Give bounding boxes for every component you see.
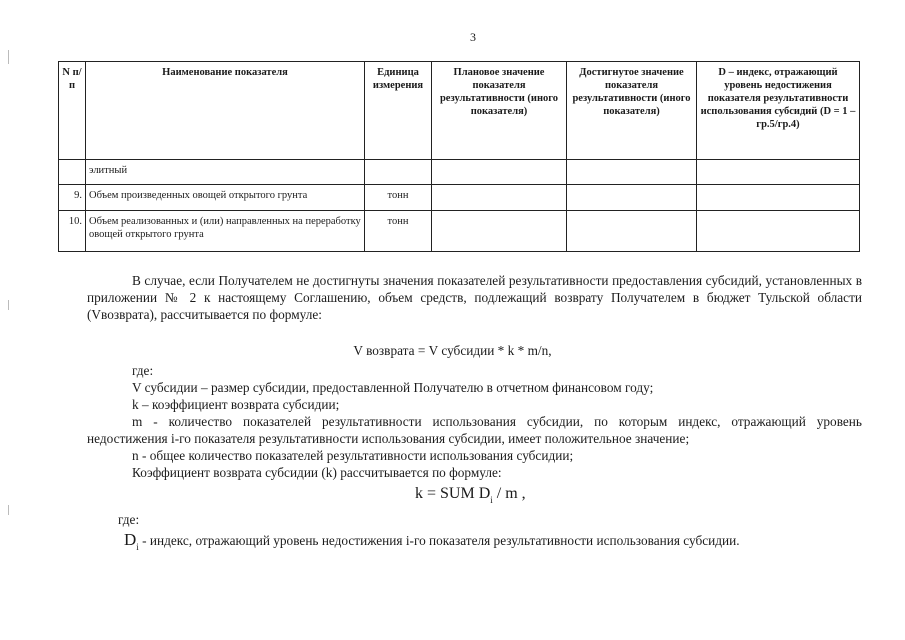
header-d-index: D – индекс, отражающий уровень недостижения показателя результативности использования субсидий (D = 1 – гр.5/гр.4) [697, 62, 860, 160]
scan-margin-mark [8, 505, 9, 515]
table-row [59, 185, 860, 211]
row-planned-value [432, 160, 567, 185]
row-achieved-value [567, 185, 697, 211]
row-d-index [697, 160, 860, 185]
header-indicator-name: Наименование показателя [86, 62, 365, 160]
row-d-index [697, 211, 860, 252]
row-d-index [697, 185, 860, 211]
di-definition [124, 531, 740, 556]
page-number: 3 [470, 30, 476, 44]
where-label: где: [132, 363, 154, 378]
return-volume-formula: V возврата = V субсидии * k * m/n, [353, 343, 552, 358]
k-definition: k – коэффициент возврата субсидии; [132, 397, 340, 412]
k-coefficient-formula [415, 484, 526, 510]
row-achieved-value [567, 211, 697, 252]
di-definition-text: - индекс, отражающий уровень недостижения i-го показателя результативности использования субсидии. [138, 533, 740, 548]
row-indicator-name: элитный [86, 160, 365, 185]
intro-paragraph: В случае, если Получателем не достигнуты значения показателей результативности предоставления субсидий, установленных в приложении № 2 к настоящему Соглашению, объем средств, подлежащий возврату Получателем в бюджет Тульской области (Vвозврата), рассчитывается по формуле: [87, 273, 862, 322]
header-achieved-value: Достигнутое значение показателя результативности (иного показателя) [567, 62, 697, 160]
di-subscript: i [136, 542, 139, 552]
row-unit: тонн [365, 211, 432, 252]
row-achieved-value [567, 160, 697, 185]
k-formula-intro: Коэффициент возврата субсидии (k) рассчитывается по формуле: [132, 465, 502, 480]
row-number [59, 160, 86, 185]
k-formula-subscript: i [490, 495, 493, 505]
row-unit: тонн [365, 185, 432, 211]
row-unit [365, 160, 432, 185]
scan-margin-mark [8, 300, 9, 310]
row-planned-value [432, 211, 567, 252]
where-label-2: где: [118, 512, 140, 527]
table-row [59, 211, 860, 252]
row-indicator-name: Объем реализованных и (или) направленных на переработку овощей открытого грунта [86, 211, 365, 252]
v-subsidy-definition: V субсидии – размер субсидии, предоставленной Получателю в отчетном финансовом году; [132, 380, 654, 395]
table-header-row [59, 62, 860, 160]
m-definition: m - количество показателей результативности использования субсидии, по которым индекс, отражающий уровень недостижения i-го показателя результативности использования субсидии, имеет положительное значение; [87, 414, 862, 446]
header-number: N п/п [59, 62, 86, 160]
header-unit: Единица измерения [365, 62, 432, 160]
header-planned-value: Плановое значение показателя результативности (иного показателя) [432, 62, 567, 160]
n-definition: n - общее количество показателей результативности использования субсидии; [132, 448, 574, 463]
row-number: 10. [59, 211, 86, 252]
row-number: 9. [59, 185, 86, 211]
scan-margin-mark [8, 50, 9, 64]
di-symbol: D [124, 530, 137, 549]
row-planned-value [432, 185, 567, 211]
indicators-table [58, 61, 860, 252]
table-row [59, 160, 860, 185]
row-indicator-name: Объем произведенных овощей открытого грунта [86, 185, 365, 211]
k-formula-main: k = SUM D [415, 485, 491, 502]
k-formula-tail: / m , [492, 485, 526, 502]
